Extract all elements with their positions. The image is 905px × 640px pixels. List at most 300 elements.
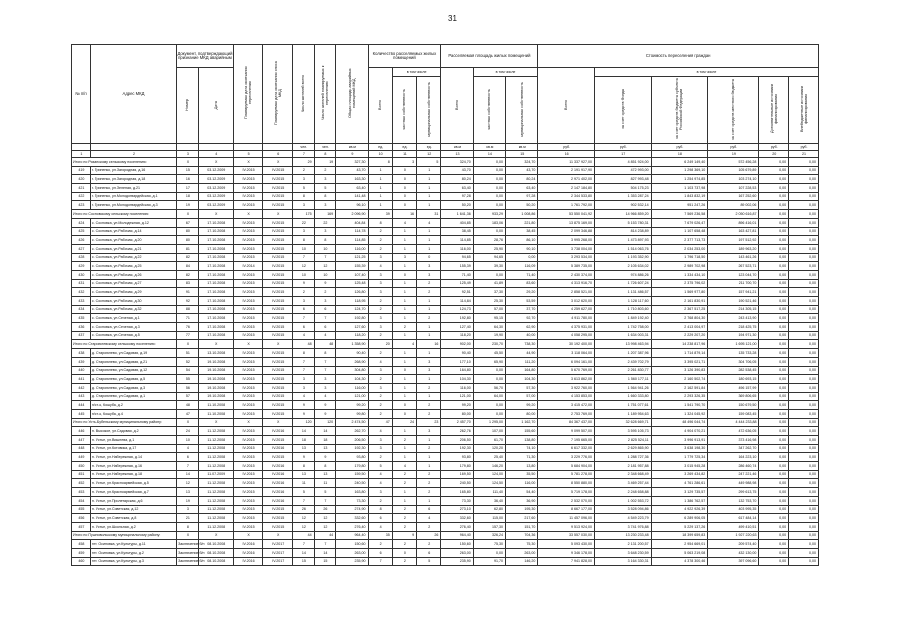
cell: 0,00 [789, 184, 819, 193]
cell: 189 963,20 [708, 244, 759, 253]
table-header [72, 45, 819, 144]
cell: 12 [314, 514, 336, 523]
cell: п. Устье, ул.Школьная, д.2 [90, 522, 176, 531]
cell: 0 [417, 253, 441, 262]
cell: 10 [293, 244, 315, 253]
resettlement-table [71, 44, 819, 566]
cell: 1 714 879,14 [651, 349, 708, 358]
cell: 0,00 [506, 253, 538, 262]
cell: кв.м [506, 144, 538, 151]
cell: IV.2015 [263, 288, 293, 297]
cell: п/ст-к, Кошуба, д.2 [90, 401, 176, 410]
cell: 0,00 [759, 227, 789, 236]
cell: 1 [392, 444, 416, 453]
cell: 0,00 [759, 505, 789, 514]
cell: 0,00 [759, 479, 789, 488]
col-residents-planned-header: Число жителей планируемых к переселению [314, 45, 336, 144]
cell: 89 002,06 [708, 201, 759, 210]
cell: 17 [177, 184, 199, 193]
cell: 0,00 [789, 340, 819, 349]
cell: 2 [314, 166, 336, 175]
cell: 19 [708, 151, 759, 158]
cell: IV.2016 [263, 427, 293, 436]
cell: 1 295,00 [473, 418, 505, 427]
cell: 3 [368, 488, 392, 497]
cell: 151,70 [506, 522, 538, 531]
cell: п. Устье, ул.Советская, д.8 [90, 514, 176, 523]
cell: 441 [72, 375, 91, 384]
cell: 0,00 [789, 297, 819, 306]
cell: 17.10.2008 [198, 288, 233, 297]
cell: 444 [72, 401, 91, 410]
cell: 2 131 200,57 [595, 540, 652, 549]
cell: 206,50 [336, 436, 368, 445]
cell: 159 083,45 [708, 409, 759, 418]
cell: 94,65 [441, 253, 473, 262]
cell: 1 [392, 375, 416, 384]
cell: 74,10 [506, 444, 538, 453]
cell: 0,00 [789, 557, 819, 566]
cell: 4 [417, 218, 441, 227]
cell: д. Староюлево, ул.Садовая, д.19 [90, 349, 176, 358]
cell: 195,30 [506, 505, 538, 514]
cell: 11.12.2008 [198, 522, 233, 531]
cell: 13,80 [506, 462, 538, 471]
cell: 3 [368, 314, 392, 323]
cell: 3 638 198,30 [651, 444, 708, 453]
cell: 31 [417, 210, 441, 219]
cell: 8 [314, 349, 336, 358]
cell: 1 [392, 392, 416, 401]
cell: г. Гриненко, ул.Загородная, д.16 [90, 166, 176, 175]
col-address-header: Адрес МКД [90, 45, 176, 144]
cell: 0,00 [473, 166, 505, 175]
cell: 16 [538, 151, 595, 158]
cell: IV.2015 [233, 201, 263, 210]
cell: 57,00 [506, 392, 538, 401]
cell: 0,00 [759, 314, 789, 323]
cell: 9 [293, 279, 315, 288]
cell: 0,00 [789, 522, 819, 531]
cell: 304,80 [336, 366, 368, 375]
cell: IV.2015 [263, 357, 293, 366]
cell: IV.2015 [263, 305, 293, 314]
cell: 403 995,35 [708, 505, 759, 514]
cell: 36,90 [506, 496, 538, 505]
col-planned-end-header: Планируемая дата окончания переселения [233, 45, 263, 144]
cell: 3 528 094,86 [595, 505, 652, 514]
cell: 118,95 [336, 297, 368, 306]
cell: 1 [417, 375, 441, 384]
cell: 9 [293, 453, 315, 462]
table-row [72, 366, 819, 375]
cell: IV.2015 [263, 349, 293, 358]
cell: 3 [368, 444, 392, 453]
cell: 14 966 859,20 [595, 210, 652, 219]
cell: 0,00 [759, 444, 789, 453]
cell: 504 175,23 [595, 184, 652, 193]
cell: 2 532 070,00 [538, 496, 595, 505]
cell: 8 [368, 158, 392, 167]
cell: 436 [72, 323, 91, 332]
cell: 20 [759, 151, 789, 158]
cell: 448 [72, 444, 91, 453]
cell: 12 [293, 522, 315, 531]
cell: 2 261 830,77 [595, 366, 652, 375]
cell: 0,00 [789, 288, 819, 297]
cell: 1 [392, 244, 416, 253]
cell: 0,00 [789, 505, 819, 514]
cell: 15 [177, 166, 199, 175]
cell: 3 [368, 323, 392, 332]
subtotal-row [72, 418, 819, 427]
cell: 0,00 [759, 253, 789, 262]
cell: 347 262,70 [708, 444, 759, 453]
cell: 1 131 486,57 [595, 288, 652, 297]
cell: 432 [72, 288, 91, 297]
cell: 2 162 591,84 [651, 383, 708, 392]
cell: 3 996 913,91 [651, 436, 708, 445]
col-cost-nonbudget-header: Внебюджетные источники финансирования [789, 77, 819, 144]
cell: Заключение б/н [177, 540, 199, 549]
cell: 18 [293, 436, 315, 445]
cell: 933,29 [473, 210, 505, 219]
cell: 118,20 [441, 331, 473, 340]
cell: 496 157,99 [708, 383, 759, 392]
cell: X [263, 158, 293, 167]
cell: 143 461,26 [708, 253, 759, 262]
cell: IV.2015 [233, 427, 263, 436]
cell: 54 [177, 366, 199, 375]
cell: 4 [368, 427, 392, 436]
subtotal-label: Итого по Пушновольскому муниципальному району: [72, 531, 177, 540]
cell: руб. [538, 144, 595, 151]
cell: 0,00 [759, 201, 789, 210]
cell: 13 230 233,48 [595, 531, 652, 540]
cell: IV.2016 [263, 470, 293, 479]
cell: 13 [177, 488, 199, 497]
cell: 499 410,51 [708, 522, 759, 531]
cell: 14 [177, 470, 199, 479]
cell: 26 [293, 505, 315, 514]
cell: 08.10.2008 [198, 557, 233, 566]
cell: 157 941,21 [708, 288, 759, 297]
cell: 419 [72, 166, 91, 175]
cell: 2 [368, 297, 392, 306]
cell: 190 521,46 [708, 297, 759, 306]
cell: IV.2015 [263, 192, 293, 201]
cell: 1 [417, 166, 441, 175]
cell: 47 [177, 409, 199, 418]
cell: 3 [368, 366, 392, 375]
cell: 3 012 620,00 [538, 297, 595, 306]
cell: X [233, 158, 263, 167]
cell: 2 [368, 331, 392, 340]
cell: 13.10.2008 [198, 349, 233, 358]
cell: 1 103 737,98 [651, 184, 708, 193]
cell: 9 [314, 401, 336, 410]
cell: 19.10.2008 [198, 375, 233, 384]
subtotal-label: Итого по Рязанскому сельскому поселению: [72, 158, 177, 167]
cell: 25,40 [473, 453, 505, 462]
cell: 13 [314, 444, 336, 453]
col-planned-demolition-header: Планируемая дата окончания сноса МКД [263, 45, 293, 144]
cell: 2 474,50 [336, 418, 368, 427]
cell: 6 [293, 305, 315, 314]
cell: 262,70 [336, 427, 368, 436]
cell: 39,30 [473, 262, 505, 271]
cell: 0,00 [759, 548, 789, 557]
col-area-private-header: частная собственность [473, 77, 505, 144]
cell: 1 [417, 392, 441, 401]
table-row [72, 244, 819, 253]
cell: 2 [368, 540, 392, 549]
cell: 3 [177, 505, 199, 514]
cell: 1 [368, 192, 392, 201]
cell: 1 [417, 192, 441, 201]
cell: IV.2015 [233, 253, 263, 262]
cell: пгт. Осиновка, ул.Культуры, д.2 [90, 548, 176, 557]
cell: 2 768 804,30 [651, 314, 708, 323]
cell: IV.2015 [263, 514, 293, 523]
cell: 17.10.2008 [198, 218, 233, 227]
cell: 420 [72, 175, 91, 184]
cell: 64,00 [473, 392, 505, 401]
cell: 14 [293, 548, 315, 557]
cell: 150,60 [441, 540, 473, 549]
cell: 4 259 627,00 [538, 305, 595, 314]
cell: 48 [177, 401, 199, 410]
cell: с. Сосновка, ул.Рабочая, д.26 [90, 270, 176, 279]
cell: 0,00 [789, 401, 819, 410]
cell: 93,80 [336, 453, 368, 462]
cell: IV.2015 [233, 323, 263, 332]
cell: 5 719 178,00 [538, 488, 595, 497]
cell: 1 [417, 349, 441, 358]
cell: IV.2015 [233, 192, 263, 201]
cell: 704,36 [506, 531, 538, 540]
cell: 104,30 [441, 375, 473, 384]
cell: 902,00 [441, 340, 473, 349]
cell: 7 [293, 496, 315, 505]
table-row [72, 192, 819, 201]
cell: 53,59 [506, 297, 538, 306]
cell: 17.10.2008 [198, 262, 233, 271]
cell: 125,49 [441, 279, 473, 288]
cell: 65,90 [473, 357, 505, 366]
cell: 105 679,89 [708, 166, 759, 175]
cell: 0,00 [759, 331, 789, 340]
cell: 61,70 [473, 436, 505, 445]
cell: 0 [392, 192, 416, 201]
cell: 1 660 333,80 [595, 392, 652, 401]
col-cost-extra-header: Дополнительные источники финансирования [759, 77, 789, 144]
cell: IV.2015 [233, 314, 263, 323]
cell: 0,00 [759, 557, 789, 566]
cell: 2 [368, 401, 392, 410]
cell: 0,00 [759, 462, 789, 471]
cell: 80,00 [441, 409, 473, 418]
cell: 267 523,71 [708, 262, 759, 271]
cell: 91 [177, 288, 199, 297]
col-area-total2-header: Всего [441, 68, 473, 144]
cell: 12 [417, 151, 441, 158]
cell: 36,40 [473, 496, 505, 505]
cell: 4 922 926,39 [651, 505, 708, 514]
table-row [72, 270, 819, 279]
cell: IV.2015 [233, 244, 263, 253]
cell: 2 [368, 409, 392, 418]
cell: 373 416,98 [708, 436, 759, 445]
cell: 13 [293, 470, 315, 479]
cell: д. Староюлево, ул.Садовая, д.21 [90, 357, 176, 366]
cell: с. Сосновка, ул.Рабочая, д.20 [90, 236, 176, 245]
cell: 73,30 [336, 496, 368, 505]
cell: 3 [368, 288, 392, 297]
cell: X [198, 418, 233, 427]
cell: 99,20 [336, 401, 368, 410]
cell: 13 [441, 151, 473, 158]
cell: кв.м [336, 144, 368, 151]
cell: 16 [417, 340, 441, 349]
cell: IV.2016 [263, 496, 293, 505]
cell: 114,84 [441, 297, 473, 306]
cell: 50,20 [441, 201, 473, 210]
cell: 1 849 192,40 [595, 314, 652, 323]
cell: 0,00 [789, 548, 819, 557]
cell: 617 484,14 [708, 514, 759, 523]
cell: д. Староюлево, ул.Садовая, д.12 [90, 366, 176, 375]
cell: 03.12.2009 [198, 175, 233, 184]
cell: IV.2015 [263, 201, 293, 210]
cell: 0,00 [789, 462, 819, 471]
cell: IV.2016 [263, 488, 293, 497]
cell: 97,28 [441, 192, 473, 201]
table-row [72, 479, 819, 488]
cell: 2 971 402,00 [538, 175, 595, 184]
cell: 5 [417, 158, 441, 167]
cell: 2 989 702,98 [651, 262, 708, 271]
cell: 6 [417, 548, 441, 557]
cell: 5 [368, 462, 392, 471]
cell: IV.2015 [263, 323, 293, 332]
cell: IV.2015 [233, 462, 263, 471]
cell: 2 034 253,00 [651, 244, 708, 253]
cell: 3 469 257,44 [595, 479, 652, 488]
cell: 1 [417, 201, 441, 210]
cell: 428 [72, 253, 91, 262]
cell: 75,30 [506, 540, 538, 549]
cell: 0 [392, 401, 416, 410]
cell: 276,40 [441, 522, 473, 531]
cell: 4 058 295,00 [538, 331, 595, 340]
cell: 179,80 [336, 462, 368, 471]
page-number: 31 [448, 14, 457, 23]
cell: 2 [417, 522, 441, 531]
cell: 179,80 [441, 462, 473, 471]
table-row [72, 297, 819, 306]
cell: 17.10.2008 [198, 331, 233, 340]
cell: 2 629 865,90 [595, 444, 652, 453]
cell: 11.10.2008 [198, 409, 233, 418]
cell: IV.2017 [263, 540, 293, 549]
cell: 2 [417, 479, 441, 488]
cell: 5 063 219,08 [651, 548, 708, 557]
cell: IV.2015 [233, 227, 263, 236]
cell [72, 144, 91, 151]
cell: 99,20 [506, 401, 538, 410]
cell: 369 806,65 [708, 392, 759, 401]
cell: 6 094 161,00 [538, 357, 595, 366]
cell: 94,65 [473, 253, 505, 262]
cell: 1 514 063,76 [595, 244, 652, 253]
cell: 23 [417, 418, 441, 427]
cell: IV.2015 [233, 297, 263, 306]
cell: 43,70 [441, 166, 473, 175]
cell: IV.2015 [263, 331, 293, 340]
cell: 5 684 904,00 [538, 462, 595, 471]
cell: 21 [789, 151, 819, 158]
cell: 164 223,10 [708, 453, 759, 462]
cell: 2 [417, 470, 441, 479]
cell: 221,80 [506, 218, 538, 227]
cell: 11 [392, 151, 416, 158]
cell: IV.2015 [233, 514, 263, 523]
cell: Заключение б/н [177, 557, 199, 566]
cell: 08.10.2008 [198, 540, 233, 549]
cell: 3 415 472,00 [538, 401, 595, 410]
cell: 37,30 [473, 288, 505, 297]
cell: 5 [293, 488, 315, 497]
cell: 0,00 [759, 392, 789, 401]
cell: 268,90 [336, 357, 368, 366]
cell: 3 [314, 383, 336, 392]
cell: 457 [72, 522, 91, 531]
cell: 157,30 [473, 522, 505, 531]
cell: 11.12.2008 [198, 427, 233, 436]
cell: 0,00 [789, 366, 819, 375]
table-row [72, 522, 819, 531]
cell: 0,00 [473, 409, 505, 418]
column-numbers-row [72, 151, 819, 158]
cell: X [198, 340, 233, 349]
cell: IV.2015 [233, 409, 263, 418]
cell: 25,30 [473, 297, 505, 306]
cell: 1 [368, 201, 392, 210]
table-row [72, 540, 819, 549]
cell: 324,70 [506, 158, 538, 167]
cell: 43,70 [336, 166, 368, 175]
cell: 2 [368, 349, 392, 358]
cell: IV.2014 [233, 262, 263, 271]
cell: п. Устье, ул.Красноармейская, д.7 [90, 488, 176, 497]
cell: 10 [314, 244, 336, 253]
cell: 2 050 616,87 [708, 210, 759, 219]
cell: 96,10 [336, 201, 368, 210]
cell: IV.2016 [233, 548, 263, 557]
col-document-header: Документ, подтверждающий признание МКД аварийным [177, 45, 234, 68]
cell: 4 [368, 357, 392, 366]
cell: IV.2015 [263, 366, 293, 375]
cell: 17.10.2008 [198, 244, 233, 253]
cell: п. Высокое, ул.Садовая, д.2 [90, 427, 176, 436]
cell: 3 [314, 297, 336, 306]
cell: 4 [392, 340, 416, 349]
cell: 0,00 [789, 375, 819, 384]
cell: IV.2015 [233, 505, 263, 514]
cell: п. Устье, ул.Набережная, д.16 [90, 462, 176, 471]
cell: 2 [368, 227, 392, 236]
